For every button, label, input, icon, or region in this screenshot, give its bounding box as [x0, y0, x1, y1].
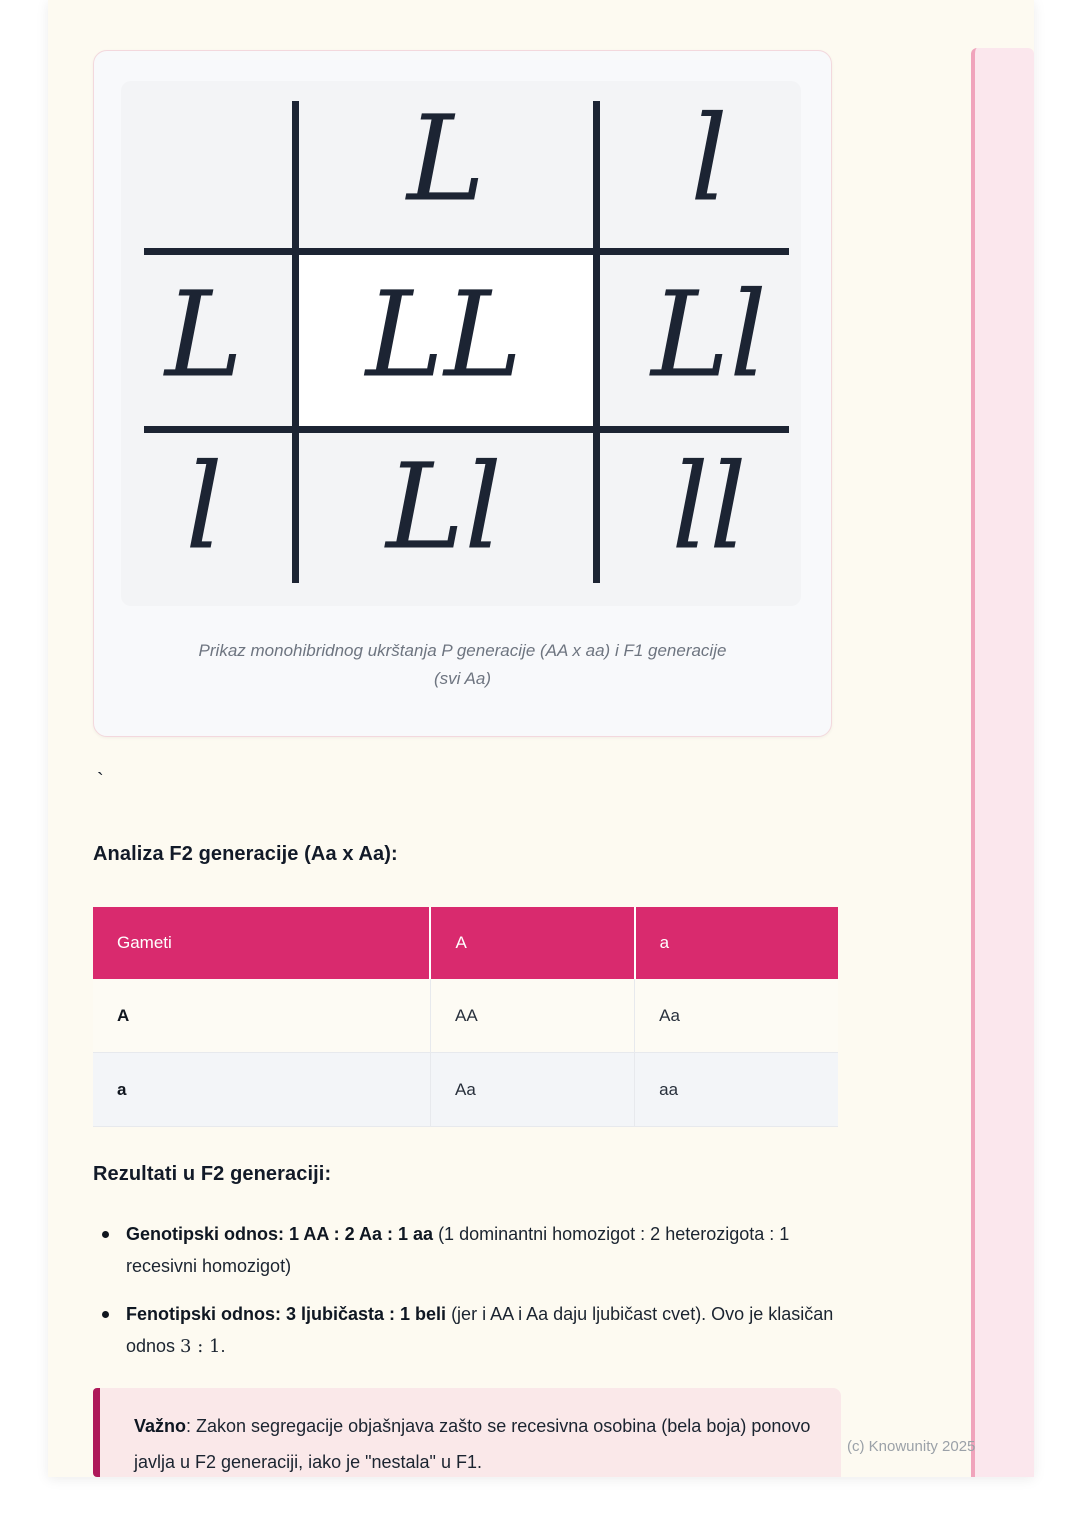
punnett-row-header-L: L [164, 265, 244, 404]
gametes-table [93, 907, 838, 1127]
punnett-grid-line-vertical-2 [593, 101, 600, 583]
page-edge-ribbon [971, 48, 1034, 1477]
callout-label: Važno [134, 1416, 187, 1436]
table-cell-Aa-1: Aa [635, 979, 838, 1053]
punnett-col-header-L: L [406, 89, 486, 228]
punnett-cell-Ll-2: Ll [385, 437, 503, 576]
list-item [93, 1218, 841, 1284]
table-row-label-A: A [93, 979, 430, 1053]
punnett-cell-LL: LL [365, 265, 523, 404]
results-heading: Rezultati u F2 generaciji: [93, 1163, 332, 1185]
list-item-normal-text: (1 dominantni homozigot : 2 heterozigota : 1 recesivni homozigot) [126, 1224, 790, 1277]
list-item-normal-text: (jer i AA i Aa daju ljubičast cvet). Ovo je klasičan odnos [126, 1303, 834, 1357]
table-cell-Aa-2: Aa [430, 1053, 634, 1127]
list-item-bold-text: Fenotipski odnos: 3 ljubičasta : 1 beli [126, 1303, 447, 1324]
punnett-grid-line-horizontal-1 [144, 248, 789, 255]
list-item [93, 1298, 841, 1364]
punnett-grid-line-horizontal-2 [144, 426, 789, 433]
figure-card [93, 50, 832, 737]
results-list [93, 1218, 841, 1378]
figure-caption [94, 637, 831, 693]
punnett-cell-Ll-1: Ll [650, 265, 768, 404]
stray-backtick-text: ` [97, 770, 104, 792]
callout-text: : Zakon segregacije objašnjava zašto se recesivna osobina (bela boja) ponovo javlja u F2 generaciji, iako je "nestala" u F1. [134, 1416, 811, 1472]
table-row [93, 979, 838, 1053]
punnett-col-header-l: l [690, 89, 728, 228]
list-item-math-text: 3 : 1 [180, 1336, 221, 1358]
punnett-cell-ll: ll [671, 437, 747, 576]
table-header-a: a [635, 907, 838, 979]
table-header-A: A [430, 907, 634, 979]
table-cell-AA: AA [430, 979, 634, 1053]
table-row [93, 1053, 838, 1127]
punnett-row-header-l: l [185, 437, 223, 576]
bullet-dot-icon [102, 1311, 109, 1318]
list-item-bold-text: Genotipski odnos: 1 AA : 2 Aa : 1 aa [126, 1224, 434, 1244]
figure-caption-text: Prikaz monohibridnog ukrštanja P generacije (AA x aa) i F1 generacije (svi Aa) [198, 641, 727, 689]
table-header-row [93, 907, 838, 979]
document-page [48, 0, 1034, 1477]
watermark-text: (c) Knowunity 2025 [847, 1438, 976, 1455]
table-row-label-a: a [93, 1053, 430, 1127]
punnett-grid-line-vertical-1 [292, 101, 299, 583]
list-item-tail-text: . [220, 1336, 226, 1357]
table-cell-aa: aa [635, 1053, 838, 1127]
table-header-gameti: Gameti [93, 907, 430, 979]
bullet-dot-icon [102, 1231, 109, 1238]
punnett-square-figure [121, 81, 801, 606]
important-callout [93, 1388, 841, 1477]
analysis-heading: Analiza F2 generacije (Aa x Aa): [93, 843, 398, 865]
